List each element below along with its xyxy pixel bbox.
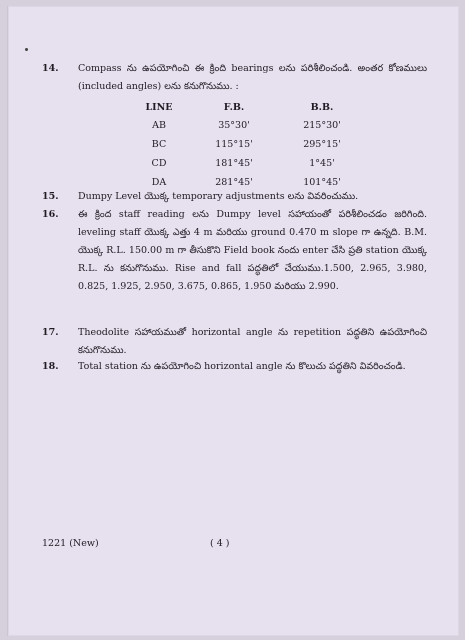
question-16 [42,206,427,296]
header-fore-bearing: F.B. [223,101,245,113]
question-text: ఈ క్రింద staff reading లను Dumpy level సహాయంతో పరిశీలించడం జరిగింది. leveling staff యొక్క ఎత్తు 4 m మరియు ground 0.470 m slope గా ఉన్నది. B.M. యొక్క R.L. 150.00 m గా తీసుకొని Field book నందు enter చేసి ప్రతి station యొక్క R.L. ను కనుగొనుము. Rise and fall పద్ధతిలో చేయుము.1.500, 2.965, 3.980, 0.825, 1.925, 2.950, 3.675, 0.865, 1.950 మరియు 2.990. [78,209,427,292]
question-15 [42,188,427,206]
fb-cell: 115°15' [215,139,253,150]
question-18 [42,358,427,376]
fb-cell: 35°30' [218,120,250,131]
header-line: LINE [145,101,173,113]
line-cell: BC [151,139,167,150]
line-cell: CD [151,158,167,169]
table-row [128,135,366,154]
ink-dot [25,48,28,51]
bb-cell: 1°45' [309,158,335,169]
paper-code: 1221 (New) [42,538,99,549]
header-back-bearing: B.B. [310,101,334,113]
question-number: 15. [42,191,59,202]
question-text: Dumpy Level యొక్క temporary adjustments లను వివరించుము. [78,191,359,202]
exam-page [7,6,459,636]
bearing-table [128,98,366,192]
bb-cell: 215°30' [303,120,341,131]
line-cell: AB [152,120,166,131]
question-text: Total station ను ఉపయోగించి horizontal angle ను కొలుచు పద్ధతిని వివరించండి. [78,361,406,372]
question-17 [42,324,427,360]
question-text: Theodolite సహాయముతో horizontal angle ను repetition పద్ధతిని ఉపయోగించి కనుగొనుము. [78,327,427,356]
question-number: 14. [42,63,59,74]
bb-cell: 101°45' [303,177,341,188]
question-number: 16. [42,209,59,220]
question-14 [42,60,427,96]
question-text: Compass ను ఉపయోగించి ఈ క్రింది bearings లను పరిశీలించండి. అంతర కోణములు (included angles) లను కనుగొనుము. : [78,63,427,92]
table-header-row [128,98,366,116]
question-number: 17. [42,327,59,338]
bb-cell: 295°15' [303,139,341,150]
question-number: 18. [42,361,59,372]
page-number: ( 4 ) [210,538,230,549]
fb-cell: 281°45' [215,177,253,188]
fb-cell: 181°45' [215,158,253,169]
table-row [128,116,366,135]
table-row [128,154,366,173]
line-cell: DA [151,177,167,188]
